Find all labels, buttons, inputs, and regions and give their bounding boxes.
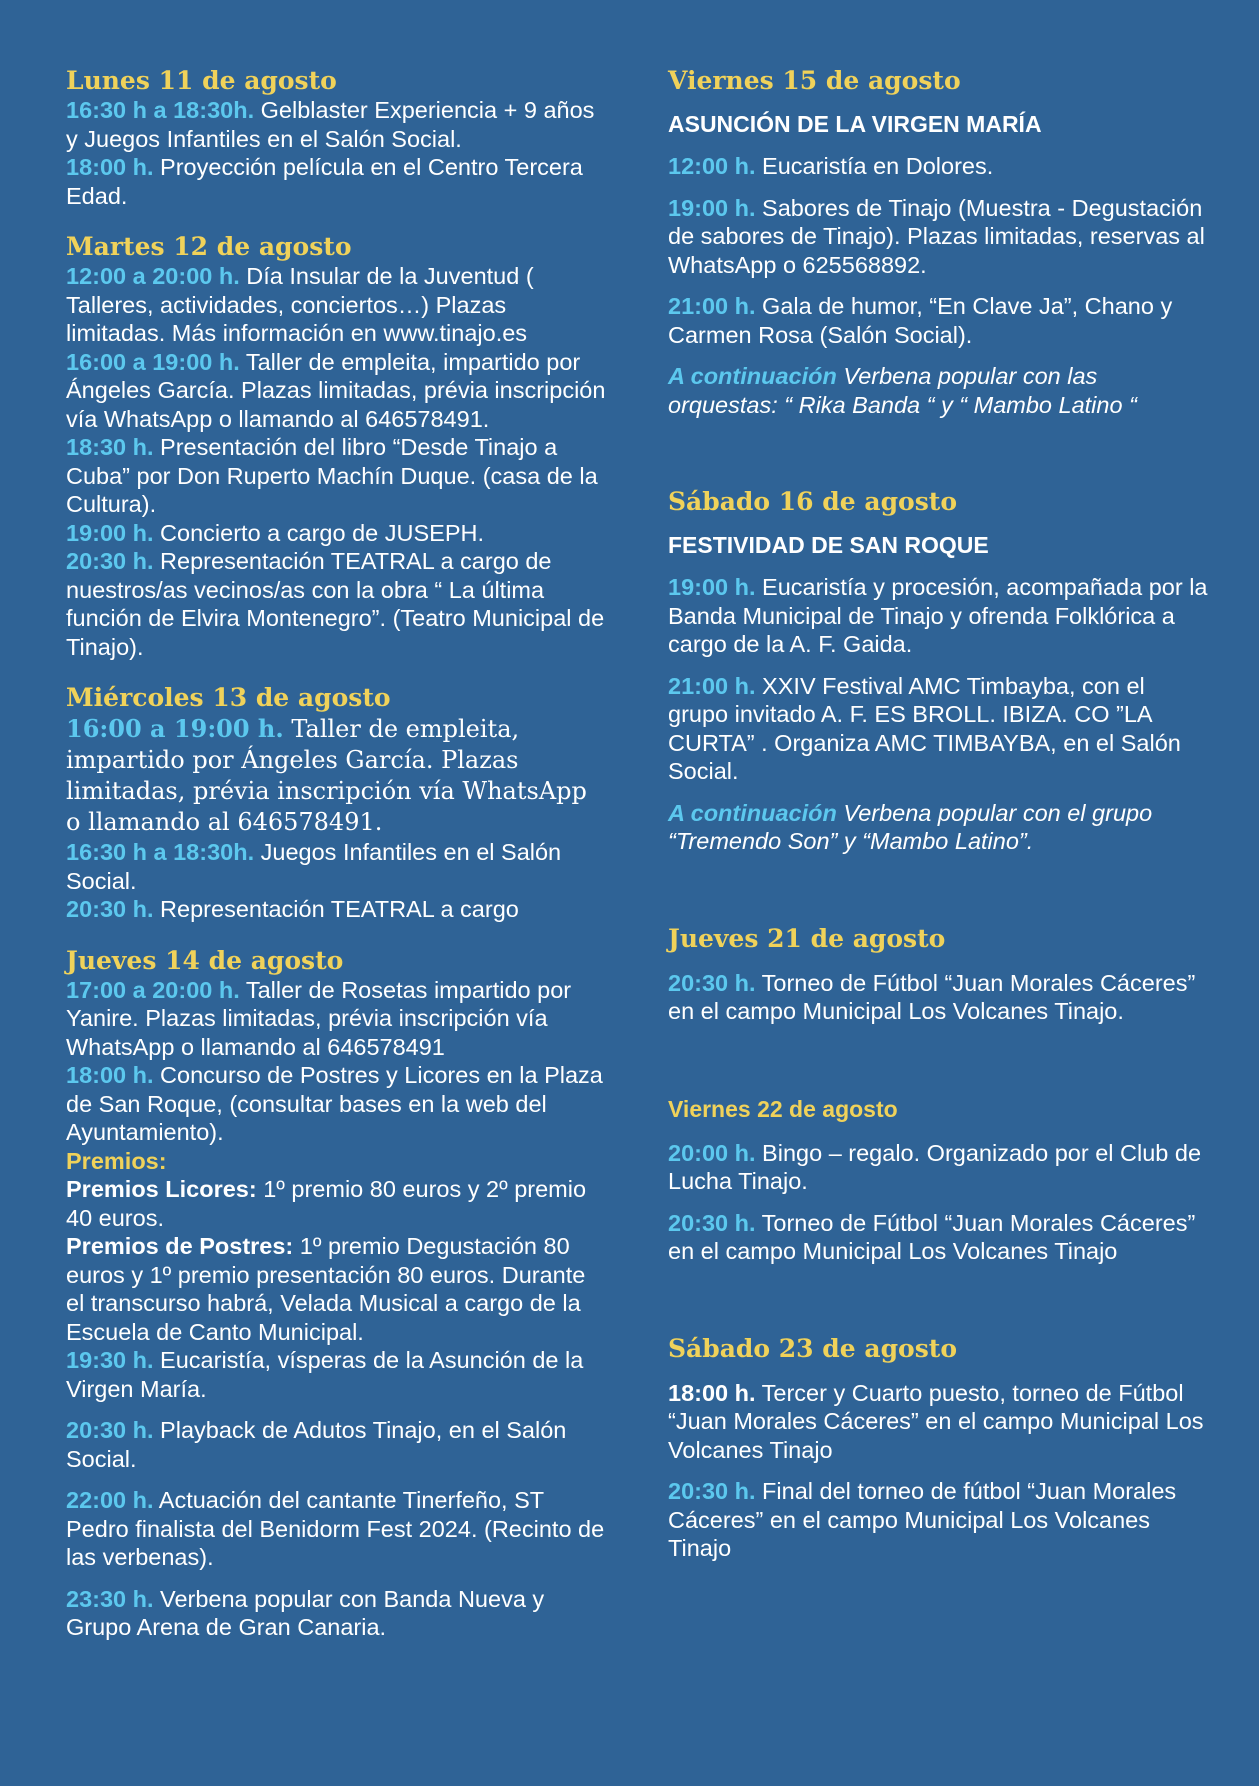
event-time: 18:00 h. [66, 154, 154, 180]
event-time: A continuación [668, 799, 837, 826]
event-item [668, 194, 1208, 280]
event-item [668, 1139, 1208, 1196]
event-item [66, 1061, 606, 1147]
prize-label: Premios Licores: [66, 1176, 257, 1202]
prize-text: 1º premio 80 euros y 2º premio 40 euros. [66, 1176, 587, 1231]
event-time: 17:00 a 20:00 h. [66, 976, 240, 1003]
day-heading: Sábado 16 de agosto [668, 487, 958, 516]
day-heading: Jueves 14 de agosto [66, 945, 344, 975]
event-text: Playback de Adutos Tinajo, en el Salón Social. [66, 1417, 567, 1472]
event-text: Día Insular de la Juventud ( Talleres, actividades, conciertos…) Plazas limitadas. Más información en www.tinajo.es [66, 263, 534, 346]
event-text: Representación TEATRAL a cargo [153, 896, 519, 922]
event-time: A continuación [668, 363, 837, 389]
event-item [66, 1416, 606, 1473]
event-time: 19:00 h. [668, 574, 756, 600]
event-item [668, 573, 1208, 659]
event-item [66, 433, 606, 519]
day-heading: Viernes 15 de agosto [668, 66, 961, 95]
event-text: Torneo de Fútbol “Juan Morales Cáceres” en el campo Municipal Los Volcanes Tinajo. [668, 969, 1196, 1024]
event-time: 12:00 h. [668, 153, 756, 179]
prizes-heading: Premios: [66, 1147, 167, 1174]
day-heading: Miércoles 13 de agosto [66, 683, 391, 712]
event-text: Presentación del libro “Desde Tinajo a Cuba” por Don Ruperto Machín Duque. (casa de la Cultura). [66, 434, 598, 517]
day-heading: Jueves 21 de agosto [668, 923, 946, 953]
prize-item [66, 1232, 606, 1346]
event-item [66, 713, 606, 838]
event-item [668, 672, 1208, 786]
event-item [66, 976, 606, 1062]
event-item [668, 292, 1208, 349]
event-time: 16:30 h a 18:30h. [66, 839, 255, 865]
event-time: 19:30 h. [66, 1347, 154, 1373]
event-text: Actuación del cantante Tinerfeño, ST Pedro finalista del Benidorm Fest 2024. (Recinto de las verbenas). [66, 1487, 605, 1570]
event-time: 20:30 h. [668, 1478, 756, 1504]
event-text: Final del torneo de fútbol “Juan Morales Cáceres” en el campo Municipal Los Volcanes Tinajo [668, 1478, 1177, 1561]
event-text: Concierto a cargo de JUSEPH. [153, 519, 484, 546]
event-time: 18:00 h. [668, 1379, 756, 1406]
day-subtitle: ASUNCIÓN DE LA VIRGEN MARÍA [668, 111, 1042, 137]
prize-item [66, 1175, 606, 1232]
event-time: 19:00 h. [66, 519, 154, 546]
event-time: 21:00 h. [668, 293, 756, 319]
event-time: 18:30 h. [66, 434, 154, 460]
event-item [66, 547, 606, 661]
event-text: Taller de Rosetas impartido por Yanire. Plazas limitadas, prévia inscripción vía WhatsApp o llamando al 646578491 [66, 976, 572, 1060]
event-text: Eucaristía, vísperas de la Asunción de la Virgen María. [66, 1347, 584, 1402]
event-item [66, 895, 606, 924]
event-time: 16:30 h a 18:30h. [66, 97, 255, 123]
event-time: 21:00 h. [668, 672, 756, 699]
event-item [668, 969, 1208, 1026]
event-time: 16:00 a 19:00 h. [66, 714, 284, 743]
day-heading: Martes 12 de agosto [66, 232, 352, 261]
right-column [668, 66, 1208, 1563]
event-item [66, 1486, 606, 1572]
event-item [66, 519, 606, 548]
event-time: 20:30 h. [668, 1209, 756, 1236]
event-item [66, 153, 606, 210]
event-text: Taller de empleita, impartido por Ángeles García. Plazas limitadas, prévia inscripción vía WhatsApp o llamando al 646578491. [66, 715, 587, 836]
day-heading: Sábado 23 de agosto [668, 1333, 958, 1363]
event-time: 23:30 h. [66, 1585, 154, 1612]
event-item [668, 362, 1208, 419]
event-item [66, 1585, 606, 1642]
event-time: 20:30 h. [66, 1417, 154, 1443]
event-time: 20:30 h. [66, 548, 154, 574]
event-item [66, 348, 606, 434]
event-text: Juegos Infantiles en el Salón Social. [66, 839, 562, 894]
event-text: Tercer y Cuarto puesto, torneo de Fútbol “Juan Morales Cáceres” en el campo Municipal Los Volcanes Tinajo [668, 1379, 1204, 1463]
event-item [668, 1477, 1208, 1563]
event-text: Verbena popular con las orquestas: “ Rika Banda “ y “ Mambo Latino “ [668, 363, 1137, 418]
event-text: Sabores de Tinajo (Muestra - Degustación de sabores de Tinajo). Plazas limitadas, reservas al WhatsApp o 625568892. [668, 194, 1205, 278]
prize-text: 1º premio Degustación 80 euros y 1º premio presentación 80 euros. Durante el transcurso habrá, Velada Musical a cargo de la Escuela de Canto Municipal. [66, 1233, 586, 1345]
event-time: 16:00 a 19:00 h. [66, 348, 240, 375]
event-time: 12:00 a 20:00 h. [66, 263, 240, 289]
left-column [66, 66, 606, 1642]
event-item [66, 96, 606, 153]
day-subtitle: FESTIVIDAD DE SAN ROQUE [668, 532, 989, 558]
day-heading: Lunes 11 de agosto [66, 66, 337, 95]
event-time: 20:00 h. [668, 1139, 756, 1166]
event-text: Gelblaster Experiencia + 9 años y Juegos Infantiles en el Salón Social. [66, 97, 595, 152]
event-time: 18:00 h. [66, 1062, 154, 1088]
event-text: Representación TEATRAL a cargo de nuestros/as vecinos/as con la obra “ La última función de Elvira Montenegro”. (Teatro Municipal de Tinajo). [66, 548, 605, 660]
event-text: Taller de empleita, impartido por Ángeles García. Plazas limitadas, prévia inscripción vía WhatsApp o llamando al 646578491. [66, 348, 606, 432]
day-heading: Viernes 22 de agosto [668, 1095, 898, 1122]
event-time: 20:30 h. [668, 969, 756, 996]
event-item [66, 1346, 606, 1403]
event-time: 22:00 h. [66, 1487, 154, 1513]
event-item [66, 838, 606, 895]
event-text: Torneo de Fútbol “Juan Morales Cáceres” en el campo Municipal Los Volcanes Tinajo [668, 1209, 1196, 1264]
event-item [668, 1379, 1208, 1465]
event-text: Verbena popular con Banda Nueva y Grupo Arena de Gran Canaria. [66, 1585, 545, 1640]
event-time: 19:00 h. [668, 194, 756, 221]
event-item [668, 152, 1208, 181]
event-item [66, 262, 606, 348]
event-text: Gala de humor, “En Clave Ja”, Chano y Carmen Rosa (Salón Social). [668, 293, 1173, 348]
event-text: Bingo – regalo. Organizado por el Club de Lucha Tinajo. [668, 1139, 1202, 1194]
event-text: Eucaristía y procesión, acompañada por la Banda Municipal de Tinajo y ofrenda Folklórica a cargo de la A. F. Gaida. [668, 574, 1208, 657]
event-text: XXIV Festival AMC Timbayba, con el grupo invitado A. F. ES BROLL. IBIZA. CO ”LA CURTA” . Organiza AMC TIMBAYBA, en el Salón Social. [668, 672, 1181, 784]
event-item [668, 799, 1208, 856]
event-text: Verbena popular con el grupo “Tremendo Son” y “Mambo Latino”. [668, 799, 1153, 854]
event-text: Proyección película en el Centro Tercera Edad. [66, 154, 583, 209]
event-time: 20:30 h. [66, 896, 154, 922]
event-item [668, 1209, 1208, 1266]
prize-label: Premios de Postres: [66, 1233, 294, 1259]
event-text: Eucaristía en Dolores. [755, 153, 994, 179]
event-text: Concurso de Postres y Licores en la Plaza de San Roque, (consultar bases en la web del Ayuntamiento). [66, 1062, 603, 1145]
